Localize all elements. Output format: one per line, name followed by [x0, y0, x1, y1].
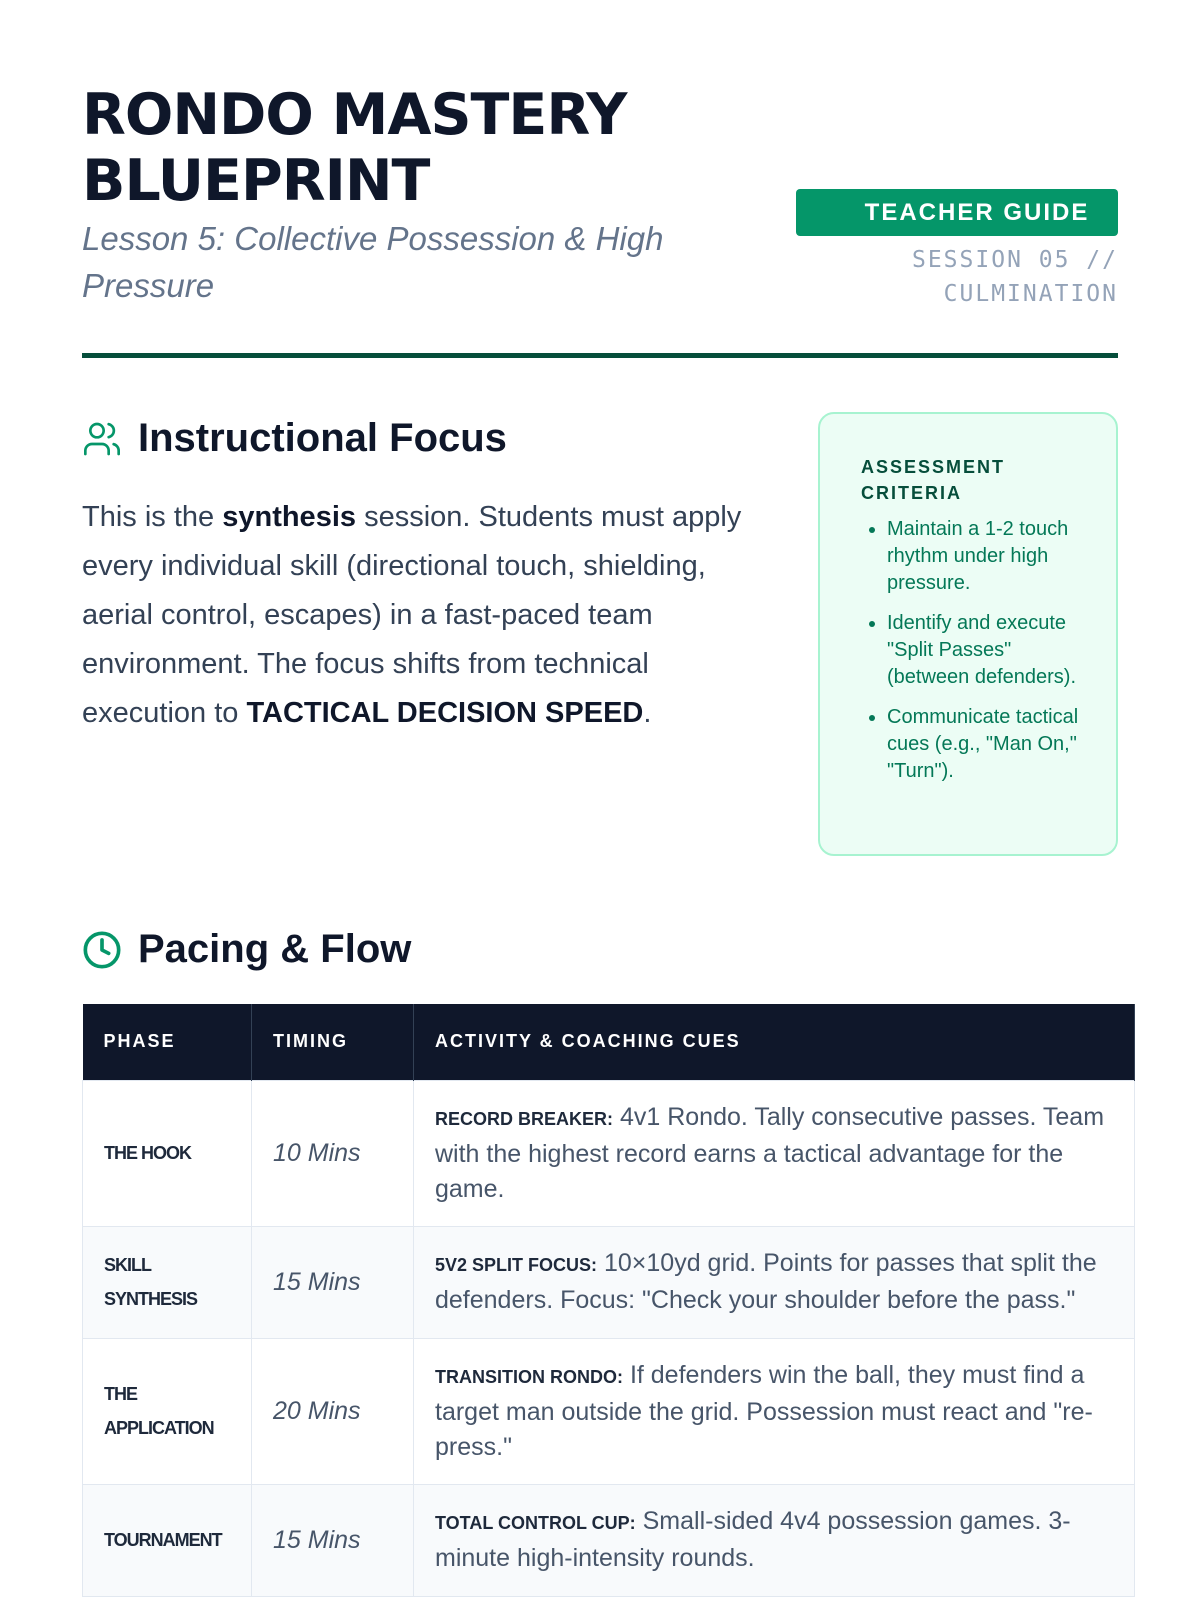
phase-cell: THE HOOK [83, 1080, 252, 1226]
phase-cell: THE APPLICATION [83, 1338, 252, 1484]
activity-label: TOTAL CONTROL CUP: [435, 1513, 636, 1533]
assessment-title: ASSESSMENT CRITERIA [861, 457, 1006, 503]
section-title: Pacing & Flow [138, 927, 412, 971]
column-header-phase: PHASE [83, 1004, 252, 1080]
assessment-criteria-card [818, 412, 1118, 856]
focus-text-part: . [643, 697, 652, 729]
lesson-subtitle: Lesson 5: Collective Possession & High Pressure [82, 220, 664, 304]
session-label: SESSION 05 // CULMINATION [911, 247, 1118, 307]
activity-text: Small-sided 4v4 possession games. 3-minute high-intensity rounds. [435, 1507, 1071, 1572]
clock-icon [82, 930, 122, 970]
column-header-timing: TIMING [252, 1004, 414, 1080]
page-title: RONDO MASTERY BLUEPRINT [82, 82, 627, 214]
activity-label: 5V2 SPLIT FOCUS: [435, 1255, 598, 1275]
table-row [83, 1338, 1135, 1484]
activity-text: 10×10yd grid. Points for passes that split the defenders. Focus: "Check your shoulder before the pass." [435, 1249, 1097, 1314]
activity-text: If defenders win the ball, they must find a target man outside the grid. Possession must react and "re-press." [435, 1360, 1093, 1461]
table-header-row [83, 1004, 1135, 1080]
column-header-activity: ACTIVITY & COACHING CUES [414, 1004, 1135, 1080]
list-item: • Communicate tactical cues (e.g., "Man On," "Turn"). [887, 704, 1080, 785]
focus-text-part: session. Students must apply every individual skill (directional touch, shielding, aerial control, escapes) in a fast-paced team environment. The focus shifts from technical execution to [82, 501, 742, 729]
assessment-list [861, 516, 1080, 785]
timing-cell: 15 Mins [252, 1226, 414, 1338]
instructional-focus-heading [82, 416, 507, 461]
timing-cell: 15 Mins [252, 1484, 414, 1596]
activity-cell [414, 1338, 1135, 1484]
table-row [83, 1080, 1135, 1226]
activity-cell [414, 1080, 1135, 1226]
focus-emphasis: synthesis [222, 501, 357, 533]
activity-cell [414, 1226, 1135, 1338]
timing-cell: 20 Mins [252, 1338, 414, 1484]
activity-label: RECORD BREAKER: [435, 1108, 614, 1129]
users-icon [82, 419, 122, 459]
focus-paragraph [82, 493, 772, 738]
phase-cell: TOURNAMENT [83, 1484, 252, 1596]
table-row [83, 1226, 1135, 1338]
table-row [83, 1484, 1135, 1596]
activity-text: 4v1 Rondo. Tally consecutive passes. Team with the highest record earns a tactical advantage for the game. [435, 1102, 1105, 1203]
timing-cell: 10 Mins [252, 1080, 414, 1226]
teacher-guide-badge: TEACHER GUIDE [796, 189, 1118, 236]
focus-text-part: This is the [82, 501, 223, 533]
pacing-table [82, 1004, 1135, 1597]
activity-label: TRANSITION RONDO: [435, 1366, 623, 1387]
pacing-heading [82, 927, 411, 972]
header [82, 0, 1118, 358]
activity-cell [414, 1484, 1135, 1596]
list-item: • Identify and execute "Split Passes" (between defenders). [887, 610, 1080, 691]
phase-cell: SKILL SYNTHESIS [83, 1226, 252, 1338]
focus-emphasis: TACTICAL DECISION SPEED [246, 697, 644, 729]
section-title: Instructional Focus [138, 416, 507, 460]
list-item: • Maintain a 1-2 touch rhythm under high pressure. [887, 516, 1080, 597]
